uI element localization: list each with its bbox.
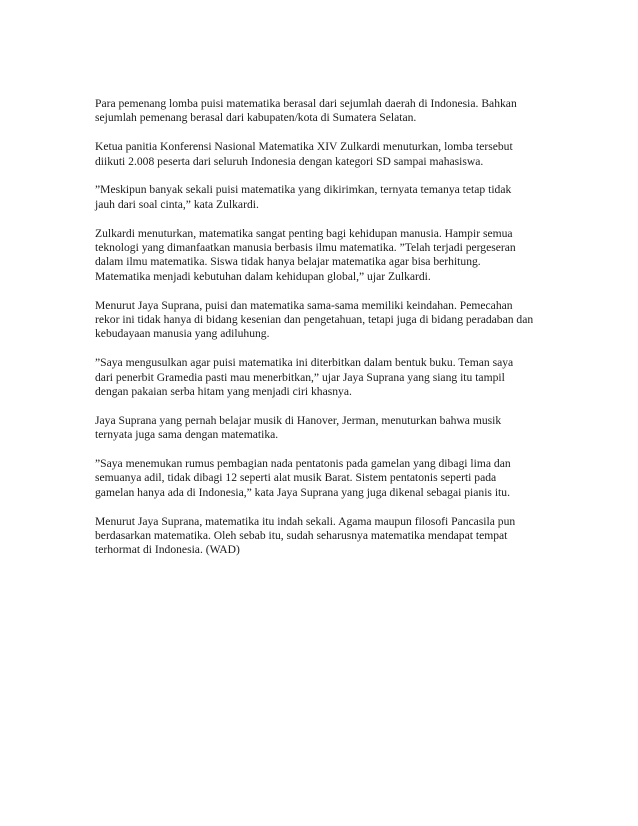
- text-line: dengan pakaian serba hitam yang menjadi ciri khasnya.: [95, 385, 352, 399]
- paragraph: [95, 515, 555, 558]
- paragraph: [95, 183, 555, 212]
- text-line: Para pemenang lomba puisi matematika berasal dari sejumlah daerah di Indonesia. Bahkan: [95, 97, 517, 110]
- text-line: Ketua panitia Konferensi Nasional Matematika XIV Zulkardi menuturkan, lomba tersebut: [95, 140, 513, 154]
- text-line: Menurut Jaya Suprana, puisi dan matematika sama-sama memiliki keindahan. Pemecahan: [95, 298, 513, 312]
- paragraph: [95, 356, 555, 399]
- text-line: diikuti 2.008 peserta dari seluruh Indonesia dengan kategori SD sampai mahasiswa.: [95, 154, 484, 168]
- text-line: Matematika menjadi kebutuhan dalam kehidupan global,” ujar Zulkardi.: [95, 269, 431, 283]
- paragraph: [95, 457, 555, 500]
- paragraph: [95, 97, 555, 126]
- text-line: ”Meskipun banyak sekali puisi matematika yang dikirimkan, ternyata temanya tetap tidak: [95, 183, 512, 197]
- text-line: Zulkardi menuturkan, matematika sangat penting bagi kehidupan manusia. Hampir semua: [95, 226, 513, 240]
- text-line: gamelan hanya ada di Indonesia,” kata Jaya Suprana yang juga dikenal sebagai pianis itu.: [95, 485, 510, 499]
- text-line: sejumlah pemenang berasal dari kabupaten/kota di Sumatera Selatan.: [95, 111, 417, 125]
- text-line: terhormat di Indonesia. (WAD): [95, 543, 240, 557]
- text-line: rekor ini tidak hanya di bidang kesenian dan pengetahuan, tetapi juga di bidang peradaban dan: [95, 313, 534, 327]
- text-line: ternyata juga sama dengan matematika.: [95, 428, 279, 442]
- paragraph: [95, 414, 555, 443]
- text-line: kebudayaan manusia yang adiluhung.: [95, 327, 270, 341]
- text-line: jauh dari soal cinta,” kata Zulkardi.: [95, 197, 259, 211]
- text-line: Menurut Jaya Suprana, matematika itu indah sekali. Agama maupun filosofi Pancasila pun: [95, 514, 516, 528]
- text-line: dari penerbit Gramedia pasti mau menerbitkan,” ujar Jaya Suprana yang siang itu tampil: [95, 370, 505, 384]
- text-line: ”Saya mengusulkan agar puisi matematika ini diterbitkan dalam bentuk buku. Teman saya: [95, 356, 514, 370]
- text-line: berdasarkan matematika. Oleh sebab itu, sudah seharusnya matematika mendapat tempat: [95, 529, 508, 543]
- paragraph: [95, 227, 555, 285]
- paragraph: [95, 140, 555, 169]
- text-line: dalam ilmu matematika. Siswa tidak hanya belajar matematika agar bisa berhitung.: [95, 255, 481, 269]
- text-line: semuanya adil, tidak dibagi 12 seperti alat musik Barat. Sistem pentatonis seperti pada: [95, 471, 497, 485]
- text-line: ”Saya menemukan rumus pembagian nada pentatonis pada gamelan yang dibagi lima dan: [95, 457, 511, 471]
- text-line: Jaya Suprana yang pernah belajar musik di Hanover, Jerman, menuturkan bahwa musik: [95, 413, 502, 427]
- article-body: [95, 97, 555, 572]
- text-line: teknologi yang dimanfaatkan manusia berbasis ilmu matematika. ”Telah terjadi pergeseran: [95, 241, 516, 255]
- paragraph: [95, 299, 555, 342]
